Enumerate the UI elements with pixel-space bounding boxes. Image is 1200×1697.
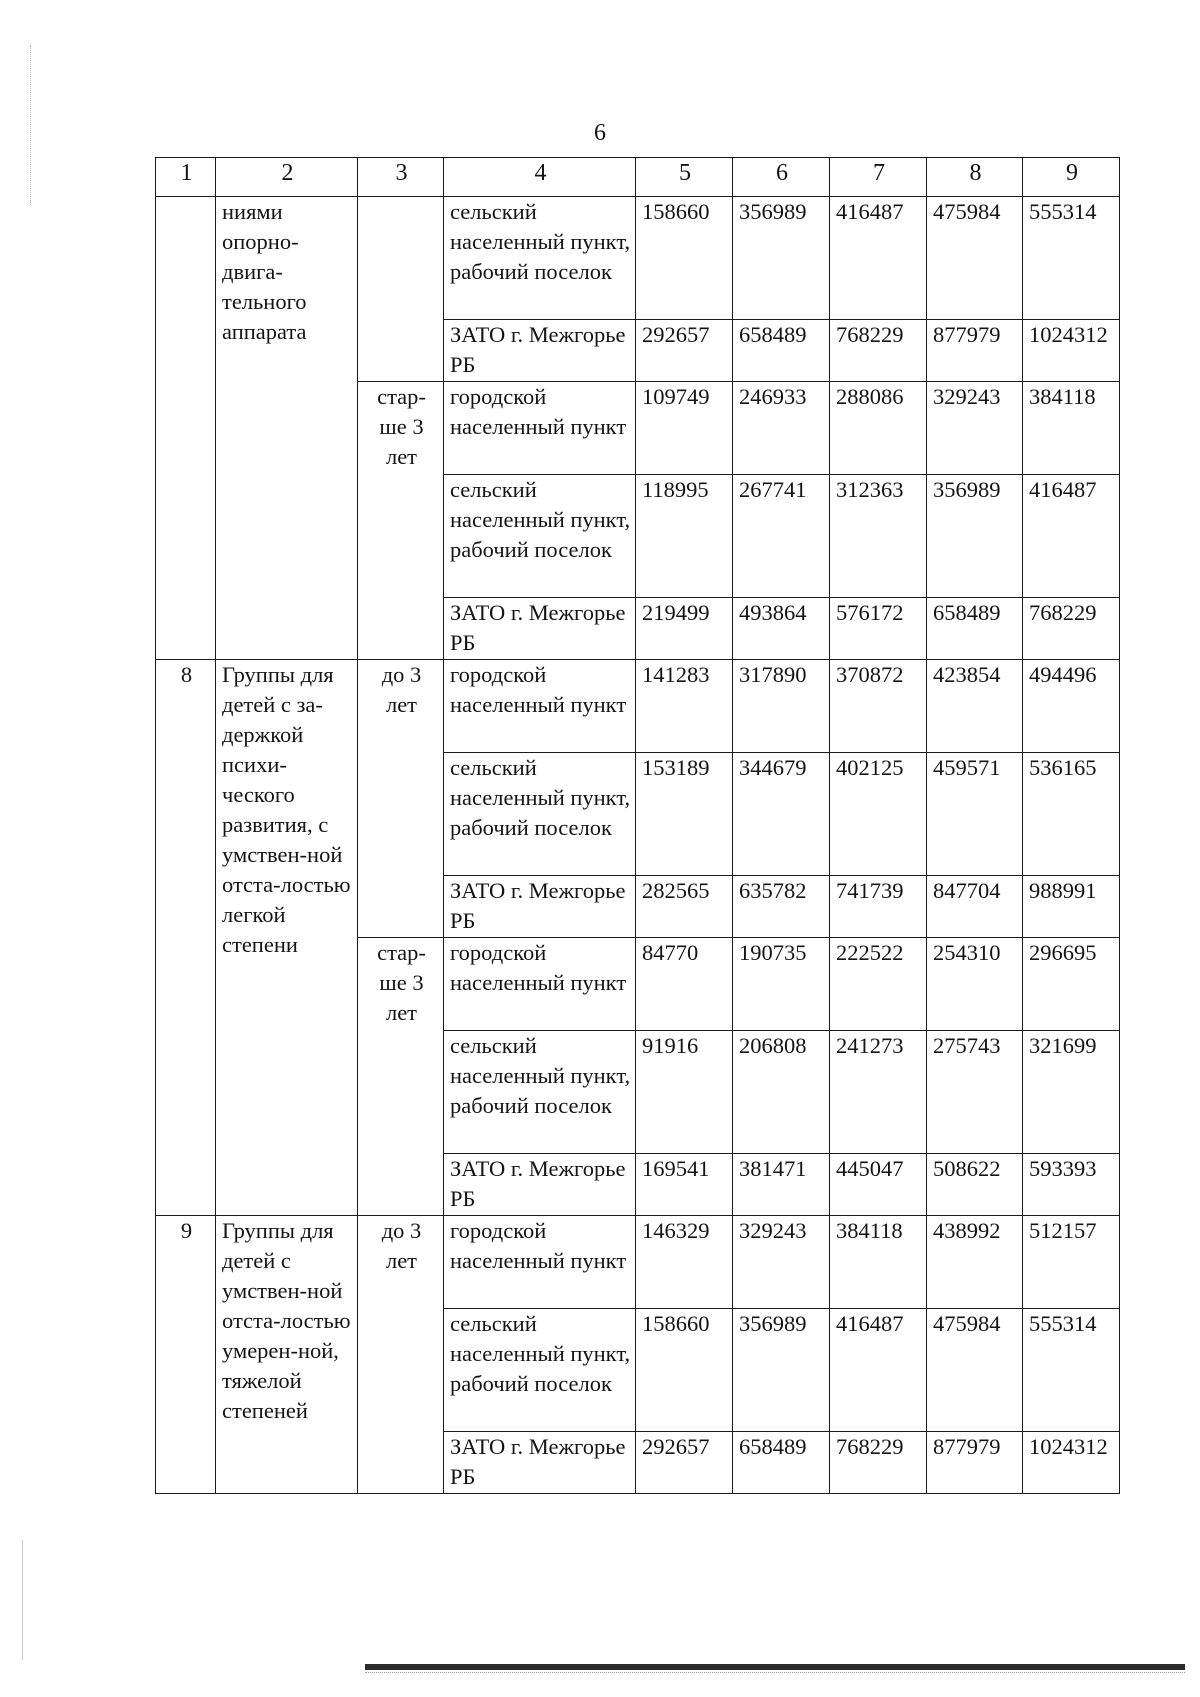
table-row <box>156 660 1120 753</box>
value-cell: 356989 <box>733 197 830 320</box>
value-cell: 877979 <box>927 1432 1023 1494</box>
value-cell: 84770 <box>636 938 733 1031</box>
value-cell: 988991 <box>1023 876 1120 938</box>
column-number: 7 <box>830 158 927 197</box>
value-cell: 296695 <box>1023 938 1120 1031</box>
item-number: 8 <box>156 660 216 1216</box>
value-cell: 370872 <box>830 660 927 753</box>
column-number: 2 <box>216 158 358 197</box>
page-number: 6 <box>594 120 606 146</box>
value-cell: 877979 <box>927 320 1023 382</box>
item-number: 9 <box>156 1216 216 1494</box>
column-number: 6 <box>733 158 830 197</box>
scan-edge-bar <box>365 1664 1185 1670</box>
settlement-type: городской населенный пункт <box>444 1216 636 1309</box>
value-cell: 1024312 <box>1023 320 1120 382</box>
settlement-type: сельский населенный пункт, рабочий поселок <box>444 475 636 598</box>
settlement-type: ЗАТО г. Межгорье РБ <box>444 876 636 938</box>
value-cell: 416487 <box>830 1309 927 1432</box>
settlement-type: сельский населенный пункт, рабочий поселок <box>444 753 636 876</box>
age-category: стар-ше 3 лет <box>358 938 444 1216</box>
value-cell: 329243 <box>733 1216 830 1309</box>
value-cell: 384118 <box>830 1216 927 1309</box>
item-number <box>156 197 216 660</box>
value-cell: 459571 <box>927 753 1023 876</box>
table-row <box>156 197 1120 320</box>
age-category: до 3 лет <box>358 660 444 938</box>
value-cell: 741739 <box>830 876 927 938</box>
value-cell: 91916 <box>636 1031 733 1154</box>
value-cell: 267741 <box>733 475 830 598</box>
value-cell: 158660 <box>636 1309 733 1432</box>
value-cell: 292657 <box>636 1432 733 1494</box>
value-cell: 190735 <box>733 938 830 1031</box>
margin-scan-line <box>22 1540 24 1660</box>
value-cell: 292657 <box>636 320 733 382</box>
value-cell: 109749 <box>636 382 733 475</box>
settlement-type: сельский населенный пункт, рабочий поселок <box>444 1031 636 1154</box>
value-cell: 555314 <box>1023 197 1120 320</box>
column-number: 4 <box>444 158 636 197</box>
value-cell: 658489 <box>927 598 1023 660</box>
value-cell: 635782 <box>733 876 830 938</box>
settlement-type: ЗАТО г. Межгорье РБ <box>444 320 636 382</box>
value-cell: 158660 <box>636 197 733 320</box>
value-cell: 536165 <box>1023 753 1120 876</box>
value-cell: 356989 <box>927 475 1023 598</box>
value-cell: 141283 <box>636 660 733 753</box>
scan-edge-line <box>365 1672 1185 1674</box>
value-cell: 494496 <box>1023 660 1120 753</box>
value-cell: 475984 <box>927 1309 1023 1432</box>
value-cell: 658489 <box>733 320 830 382</box>
value-cell: 423854 <box>927 660 1023 753</box>
value-cell: 169541 <box>636 1154 733 1216</box>
settlement-type: городской населенный пункт <box>444 938 636 1031</box>
settlement-type: городской населенный пункт <box>444 660 636 753</box>
value-cell: 768229 <box>830 320 927 382</box>
value-cell: 512157 <box>1023 1216 1120 1309</box>
value-cell: 576172 <box>830 598 927 660</box>
settlement-type: ЗАТО г. Межгорье РБ <box>444 598 636 660</box>
value-cell: 275743 <box>927 1031 1023 1154</box>
column-number: 8 <box>927 158 1023 197</box>
value-cell: 768229 <box>830 1432 927 1494</box>
value-cell: 416487 <box>830 197 927 320</box>
value-cell: 1024312 <box>1023 1432 1120 1494</box>
value-cell: 344679 <box>733 753 830 876</box>
value-cell: 146329 <box>636 1216 733 1309</box>
value-cell: 356989 <box>733 1309 830 1432</box>
value-cell: 445047 <box>830 1154 927 1216</box>
column-number: 3 <box>358 158 444 197</box>
value-cell: 246933 <box>733 382 830 475</box>
value-cell: 317890 <box>733 660 830 753</box>
value-cell: 219499 <box>636 598 733 660</box>
value-cell: 402125 <box>830 753 927 876</box>
tariff-table <box>155 157 1120 1494</box>
value-cell: 384118 <box>1023 382 1120 475</box>
settlement-type: сельский населенный пункт, рабочий поселок <box>444 197 636 320</box>
age-category: стар-ше 3 лет <box>358 382 444 660</box>
value-cell: 847704 <box>927 876 1023 938</box>
group-name: ниями опорно-двига-тельного аппарата <box>216 197 358 660</box>
value-cell: 254310 <box>927 938 1023 1031</box>
value-cell: 658489 <box>733 1432 830 1494</box>
value-cell: 153189 <box>636 753 733 876</box>
settlement-type: ЗАТО г. Межгорье РБ <box>444 1154 636 1216</box>
column-number: 5 <box>636 158 733 197</box>
column-number: 9 <box>1023 158 1120 197</box>
value-cell: 593393 <box>1023 1154 1120 1216</box>
column-number: 1 <box>156 158 216 197</box>
value-cell: 555314 <box>1023 1309 1120 1432</box>
value-cell: 241273 <box>830 1031 927 1154</box>
value-cell: 321699 <box>1023 1031 1120 1154</box>
age-category: до 3 лет <box>358 1216 444 1494</box>
value-cell: 493864 <box>733 598 830 660</box>
value-cell: 438992 <box>927 1216 1023 1309</box>
value-cell: 282565 <box>636 876 733 938</box>
value-cell: 312363 <box>830 475 927 598</box>
table-row <box>156 1216 1120 1309</box>
group-name: Группы для детей с умствен-ной отста-лостью умерен-ной, тяжелой степеней <box>216 1216 358 1494</box>
column-number-row <box>156 158 1120 197</box>
value-cell: 381471 <box>733 1154 830 1216</box>
settlement-type: городской населенный пункт <box>444 382 636 475</box>
value-cell: 118995 <box>636 475 733 598</box>
value-cell: 206808 <box>733 1031 830 1154</box>
settlement-type: сельский населенный пункт, рабочий поселок <box>444 1309 636 1432</box>
settlement-type: ЗАТО г. Межгорье РБ <box>444 1432 636 1494</box>
value-cell: 288086 <box>830 382 927 475</box>
value-cell: 768229 <box>1023 598 1120 660</box>
group-name: Группы для детей с за-держкой психи-ческого развития, с умствен-ной отста-лостью легкой степени <box>216 660 358 1216</box>
value-cell: 222522 <box>830 938 927 1031</box>
age-category <box>358 197 444 382</box>
value-cell: 416487 <box>1023 475 1120 598</box>
value-cell: 329243 <box>927 382 1023 475</box>
value-cell: 508622 <box>927 1154 1023 1216</box>
value-cell: 475984 <box>927 197 1023 320</box>
